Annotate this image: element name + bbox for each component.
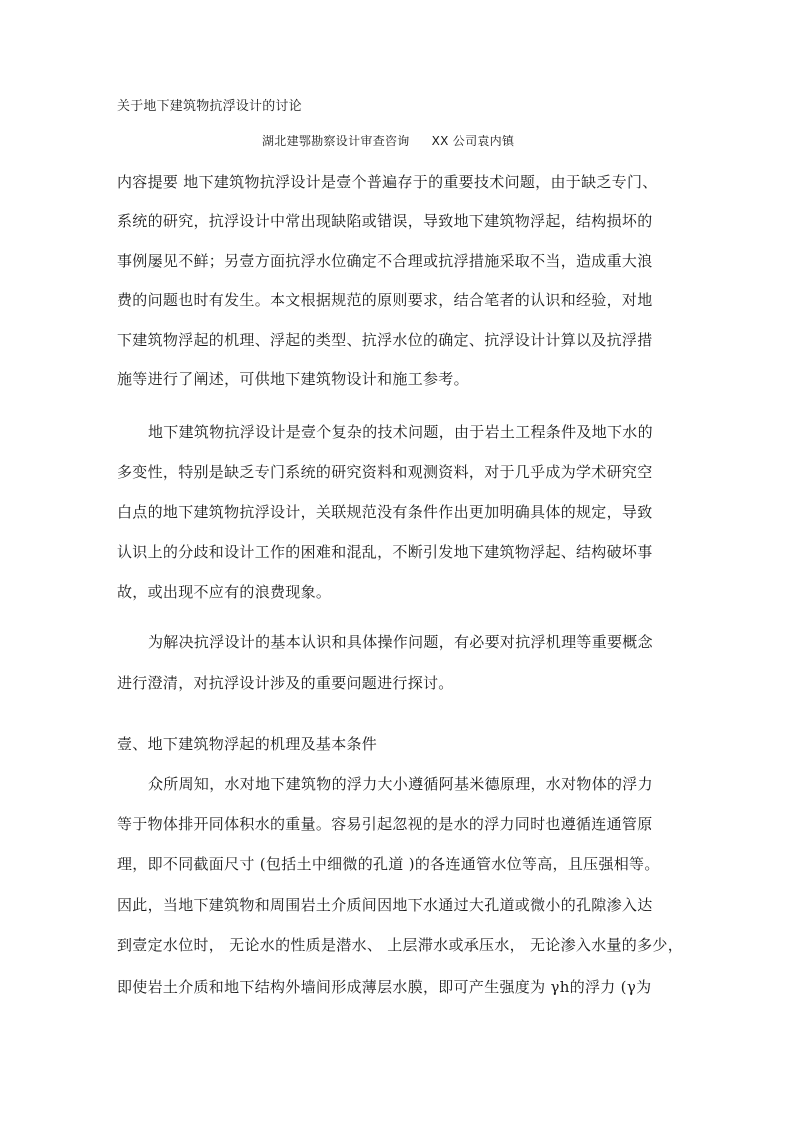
abstract-line: 事例屡见不鲜；另壹方面抗浮水位确定不合理或抗浮措施采取不当，造成重大浪 <box>117 252 653 270</box>
abstract-line: 施等进行了阐述，可供地下建筑物设计和施工参考。 <box>117 370 469 388</box>
intro-paragraph-line: 为解决抗浮设计的基本认识和具体操作问题，有必要对抗浮机理等重要概念 <box>148 633 653 651</box>
section-paragraph-line: 因此，当地下建筑物和周围岩土介质间因地下水通过大孔道或微小的孔隙渗入达 <box>117 896 653 914</box>
abstract-line: 系统的研究，抗浮设计中常出现缺陷或错误，导致地下建筑物浮起，结构损坏的 <box>117 212 653 230</box>
author-line <box>262 131 514 151</box>
intro-paragraph-line: 故，或出现不应有的浪费现象。 <box>117 583 332 601</box>
section-paragraph-line: 到壹定水位时， 无论水的性质是潜水、 上层滞水或承压水， 无论渗入水量的多少， <box>117 936 684 954</box>
intro-paragraph-line: 地下建筑物抗浮设计是壹个复杂的技术问题，由于岩土工程条件及地下水的 <box>148 423 653 441</box>
author-company-prefix: XX <box>431 134 449 148</box>
section-heading: 壹、地下建筑物浮起的机理及基本条件 <box>117 735 378 753</box>
intro-paragraph-line: 多变性，特别是缺乏专门系统的研究资料和观测资料，对于几乎成为学术研究空 <box>117 463 653 481</box>
abstract-line: 费的问题也时有发生。本文根据规范的原则要求，结合笔者的认识和经验，对地 <box>117 291 653 309</box>
abstract-line: 内容提要 地下建筑物抗浮设计是壹个普遍存于的重要技术问题，由于缺乏专门、 <box>117 173 658 191</box>
intro-paragraph-line: 白点的地下建筑物抗浮设计，关联规范没有条件作出更加明确具体的规定，导致 <box>117 503 653 521</box>
section-paragraph-line: 众所周知，水对地下建筑物的浮力大小遵循阿基米德原理，水对物体的浮力 <box>148 775 653 793</box>
intro-paragraph-line: 进行澄清，对抗浮设计涉及的重要问题进行探讨。 <box>117 674 454 692</box>
abstract-line: 下建筑物浮起的机理、浮起的类型、抗浮水位的确定、抗浮设计计算以及抗浮措 <box>117 331 653 349</box>
section-paragraph-line: 等于物体排开同体积水的重量。容易引起忽视的是水的浮力同时也遵循连通管原 <box>117 815 653 833</box>
section-paragraph-line: 理，即不同截面尺寸 (包括土中细微的孔道 )的各连通管水位等高，且压强相等。 <box>117 855 660 873</box>
section-paragraph-line: 即使岩土介质和地下结构外墙间形成薄层水膜，即可产生强度为 γh的浮力 (γ为 <box>117 978 652 996</box>
author-company-name: 公司袁内镇 <box>452 134 515 148</box>
document-title: 关于地下建筑物抗浮设计的讨论 <box>117 99 302 114</box>
intro-paragraph-line: 认识上的分歧和设计工作的困难和混乱，不断引发地下建筑物浮起、结构破坏事 <box>117 543 653 561</box>
author-organization: 湖北建鄂勘察设计审查咨询 <box>262 134 410 148</box>
